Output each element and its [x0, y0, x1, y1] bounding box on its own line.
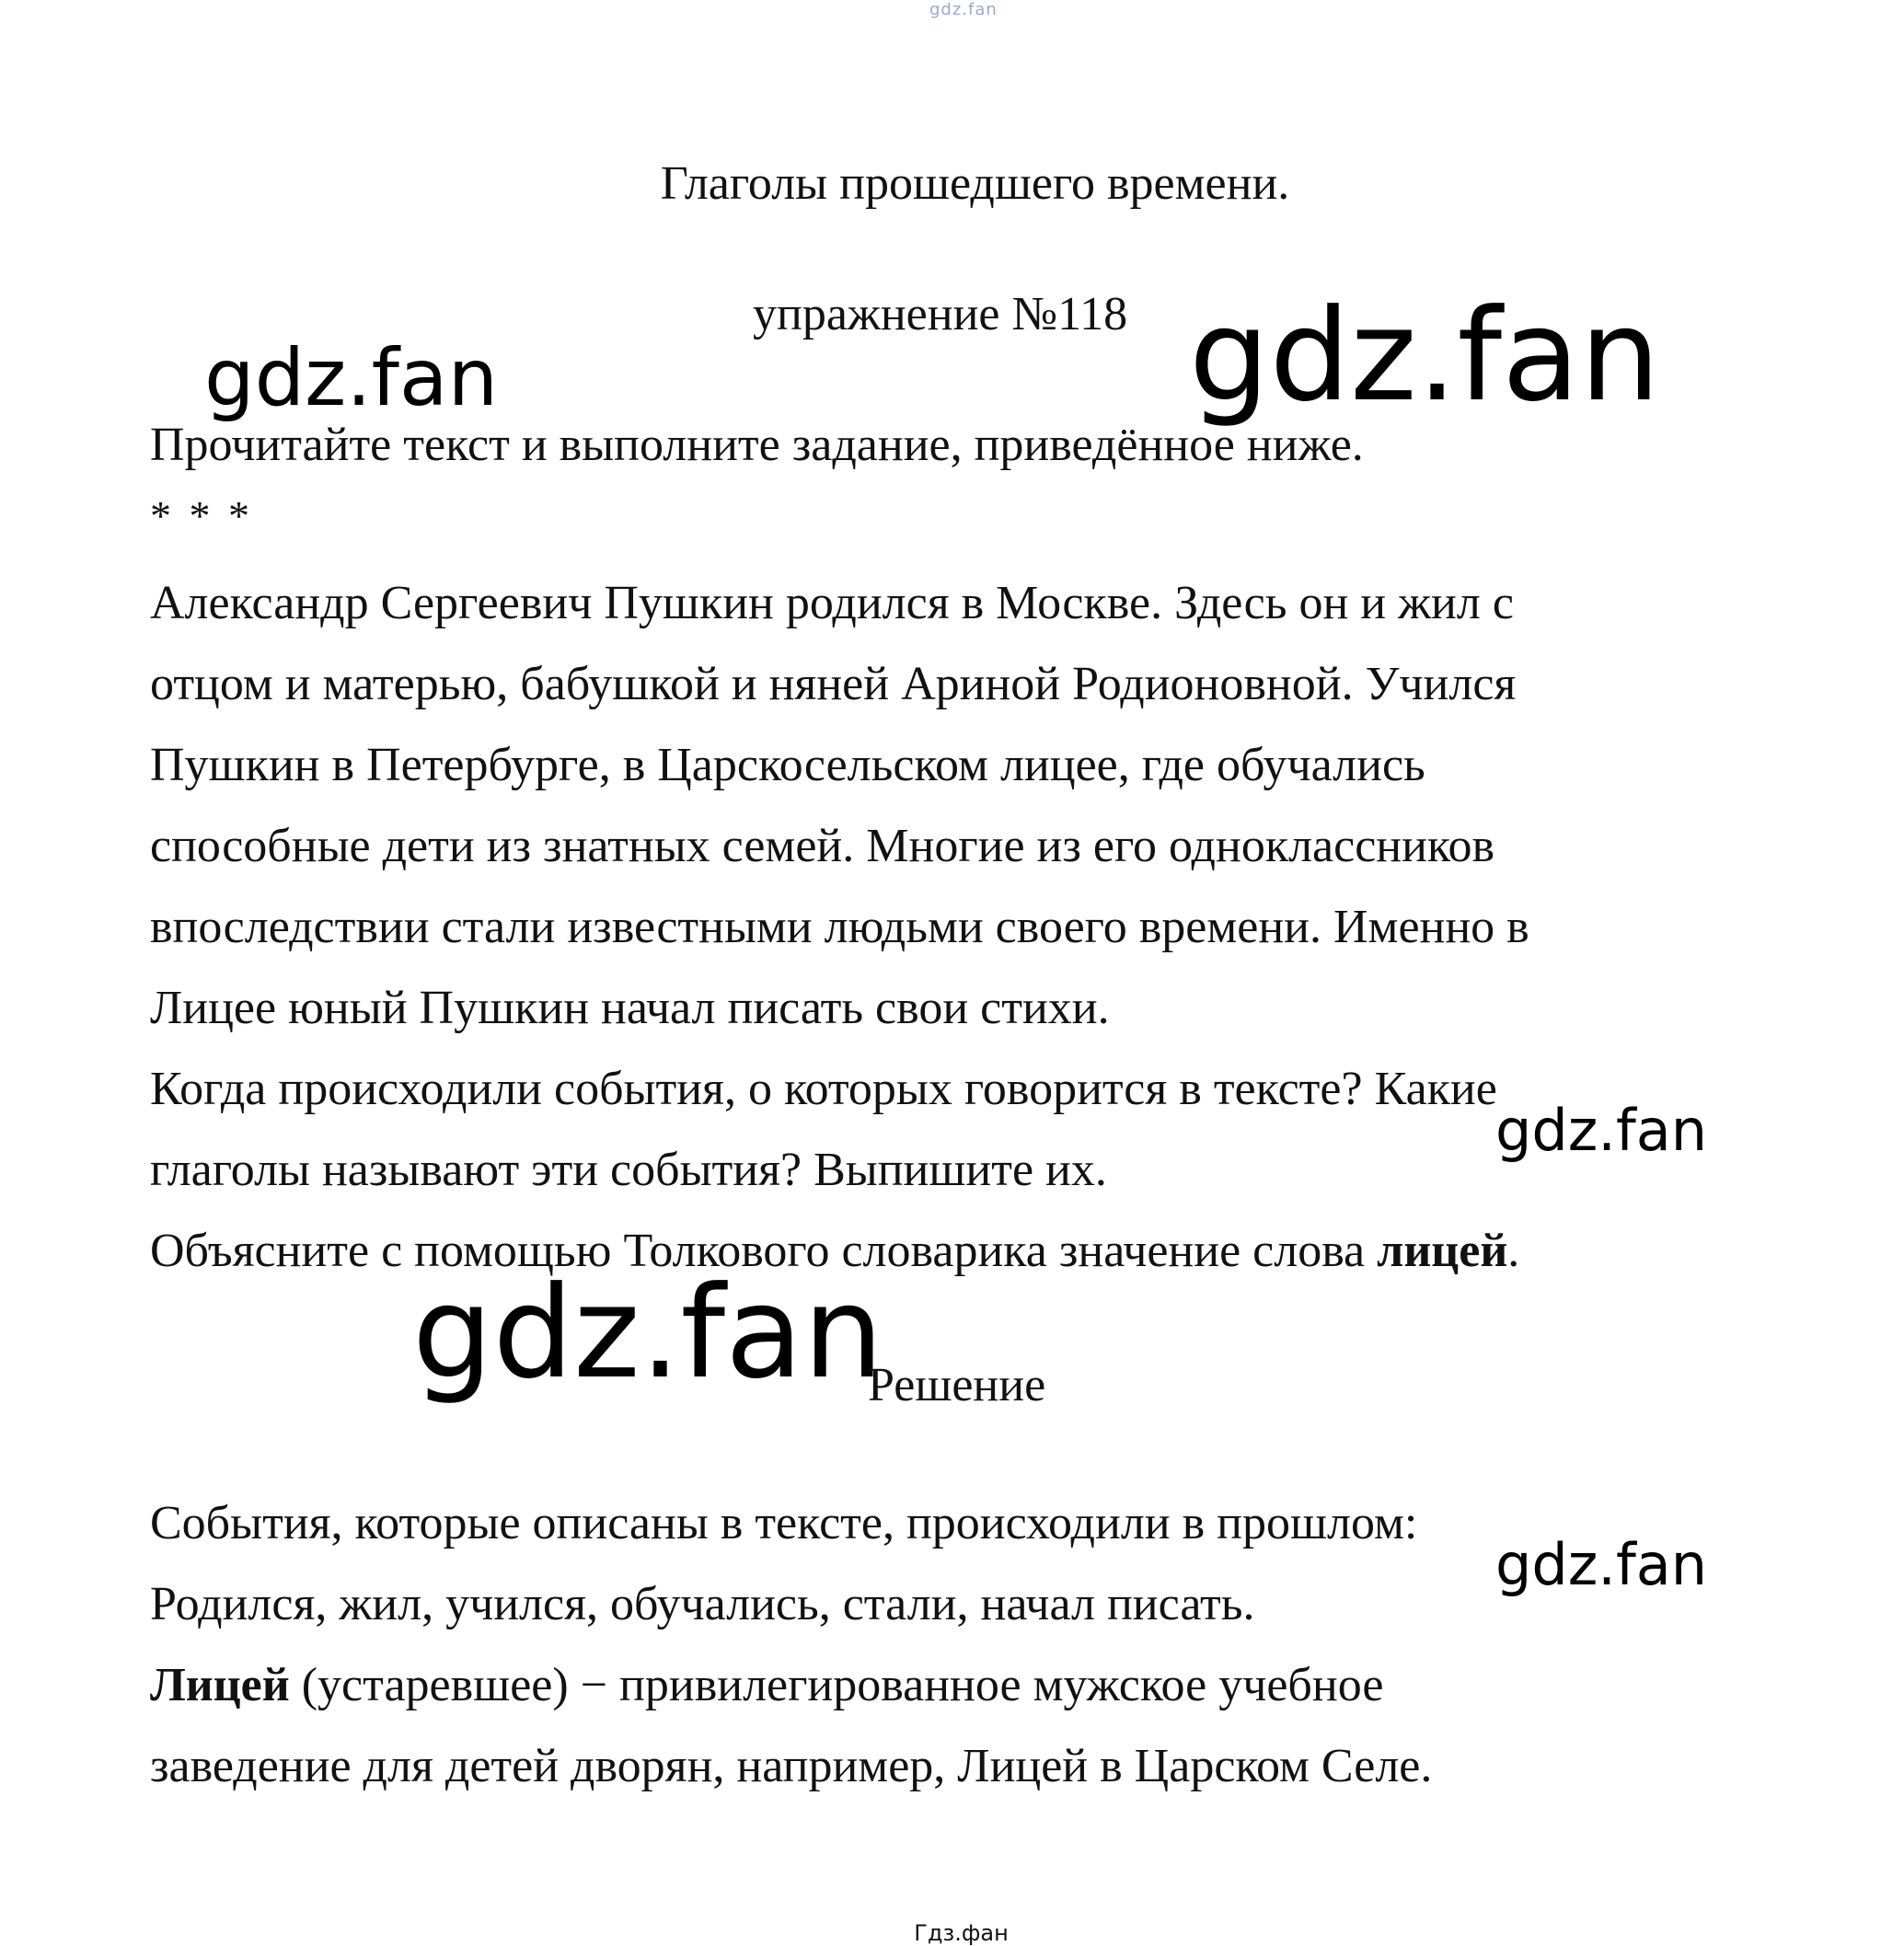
text-line: Александр Сергеевич Пушкин родился в Москве. Здесь он и жил с [150, 577, 1514, 629]
watermark: gdz.fan [412, 1259, 884, 1407]
definition-term: Лицей [150, 1659, 290, 1711]
instruction-text: Прочитайте текст и выполните задание, приведённое ниже. [150, 419, 1364, 471]
answer-line [150, 1659, 1384, 1711]
page-title: Глаголы прошедшего времени. [660, 157, 1290, 210]
question-punctuation: . [1507, 1225, 1520, 1277]
answer-line: События, которые описаны в тексте, происходили в прошлом: [150, 1497, 1418, 1549]
question-line: глаголы называют эти события? Выпишите их. [150, 1144, 1107, 1196]
text-line: способные дети из знатных семей. Многие из его одноклассников [150, 820, 1495, 872]
question-text: Объясните с помощью Толкового словарика значение слова [150, 1225, 1378, 1277]
definition-text: (устаревшее) − привилегированное мужское учебное [289, 1659, 1384, 1711]
exercise-number: упражнение №118 [753, 288, 1128, 340]
top-watermark: gdz.fan [929, 0, 998, 19]
watermark: gdz.fan [1495, 1531, 1708, 1598]
answer-line: заведение для детей дворян, например, Лицей в Царском Селе. [150, 1740, 1433, 1792]
separator: * * * [150, 492, 253, 539]
watermark: gdz.fan [204, 332, 499, 424]
answer-line: Родился, жил, учился, обучались, стали, начал писать. [150, 1578, 1255, 1630]
watermark: gdz.fan [1189, 282, 1661, 430]
watermark: gdz.fan [1495, 1097, 1708, 1164]
text-line: Пушкин в Петербурге, в Царскосельском лицее, где обучались [150, 739, 1425, 791]
question-line: Когда происходили события, о которых говорится в тексте? Какие [150, 1063, 1497, 1115]
text-line: впоследствии стали известными людьми своего времени. Именно в [150, 901, 1529, 953]
footer-watermark: Гдз.фан [914, 1920, 1009, 1946]
highlighted-word: лицей [1377, 1225, 1508, 1277]
text-line: отцом и матерью, бабушкой и няней Ариной Родионовной. Учился [150, 658, 1517, 710]
solution-heading: Решение [868, 1359, 1046, 1411]
text-line: Лицее юный Пушкин начал писать свои стихи. [150, 982, 1110, 1034]
